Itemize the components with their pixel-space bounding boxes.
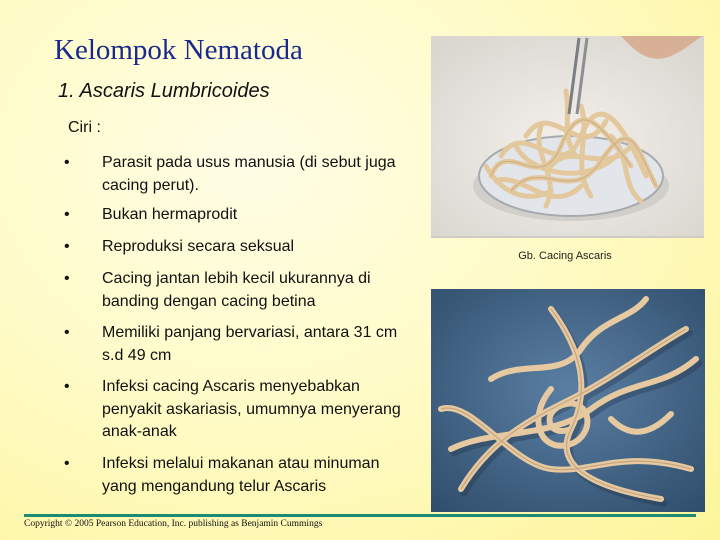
bullet-text: Memiliki panjang bervariasi, antara 31 cm s.d 49 cm <box>102 324 398 364</box>
bullet-text: Infeksi cacing Ascaris menyebabkan penyakit askariasis, umumnya menyerang anak-anak <box>102 378 401 440</box>
slide-subtitle: 1. Ascaris Lumbricoides <box>58 80 270 102</box>
bullet-text: Infeksi melalui makanan atau minuman yang mengandung telur Ascaris <box>102 455 380 495</box>
bullet-icon: • <box>64 324 70 341</box>
worms-dish-image <box>431 36 704 236</box>
photo-divider <box>431 236 704 238</box>
bullet-text: Cacing jantan lebih kecil ukurannya di banding dengan cacing betina <box>102 270 371 310</box>
bullet-icon: • <box>64 378 70 395</box>
worms-dish-photo <box>431 36 704 236</box>
bullet-icon: • <box>64 206 70 223</box>
slide-title: Kelompok Nematoda <box>54 34 303 66</box>
bullet-icon: • <box>64 238 70 255</box>
bullet-icon: • <box>64 270 70 287</box>
worms-blue-photo <box>431 289 705 512</box>
bullet-icon: • <box>64 455 70 472</box>
image-caption: Gb. Cacing Ascaris <box>518 250 612 262</box>
worms-blue-image <box>431 289 705 512</box>
footer-divider <box>24 514 696 517</box>
copyright-text: Copyright © 2005 Pearson Education, Inc. publishing as Benjamin Cummings <box>24 519 323 529</box>
bullet-text: Parasit pada usus manusia (di sebut juga cacing perut). <box>102 154 396 194</box>
ciri-label: Ciri : <box>68 119 101 136</box>
bullet-icon: • <box>64 154 70 171</box>
bullet-text: Reproduksi secara seksual <box>102 238 295 255</box>
bullet-text: Bukan hermaprodit <box>102 206 238 223</box>
